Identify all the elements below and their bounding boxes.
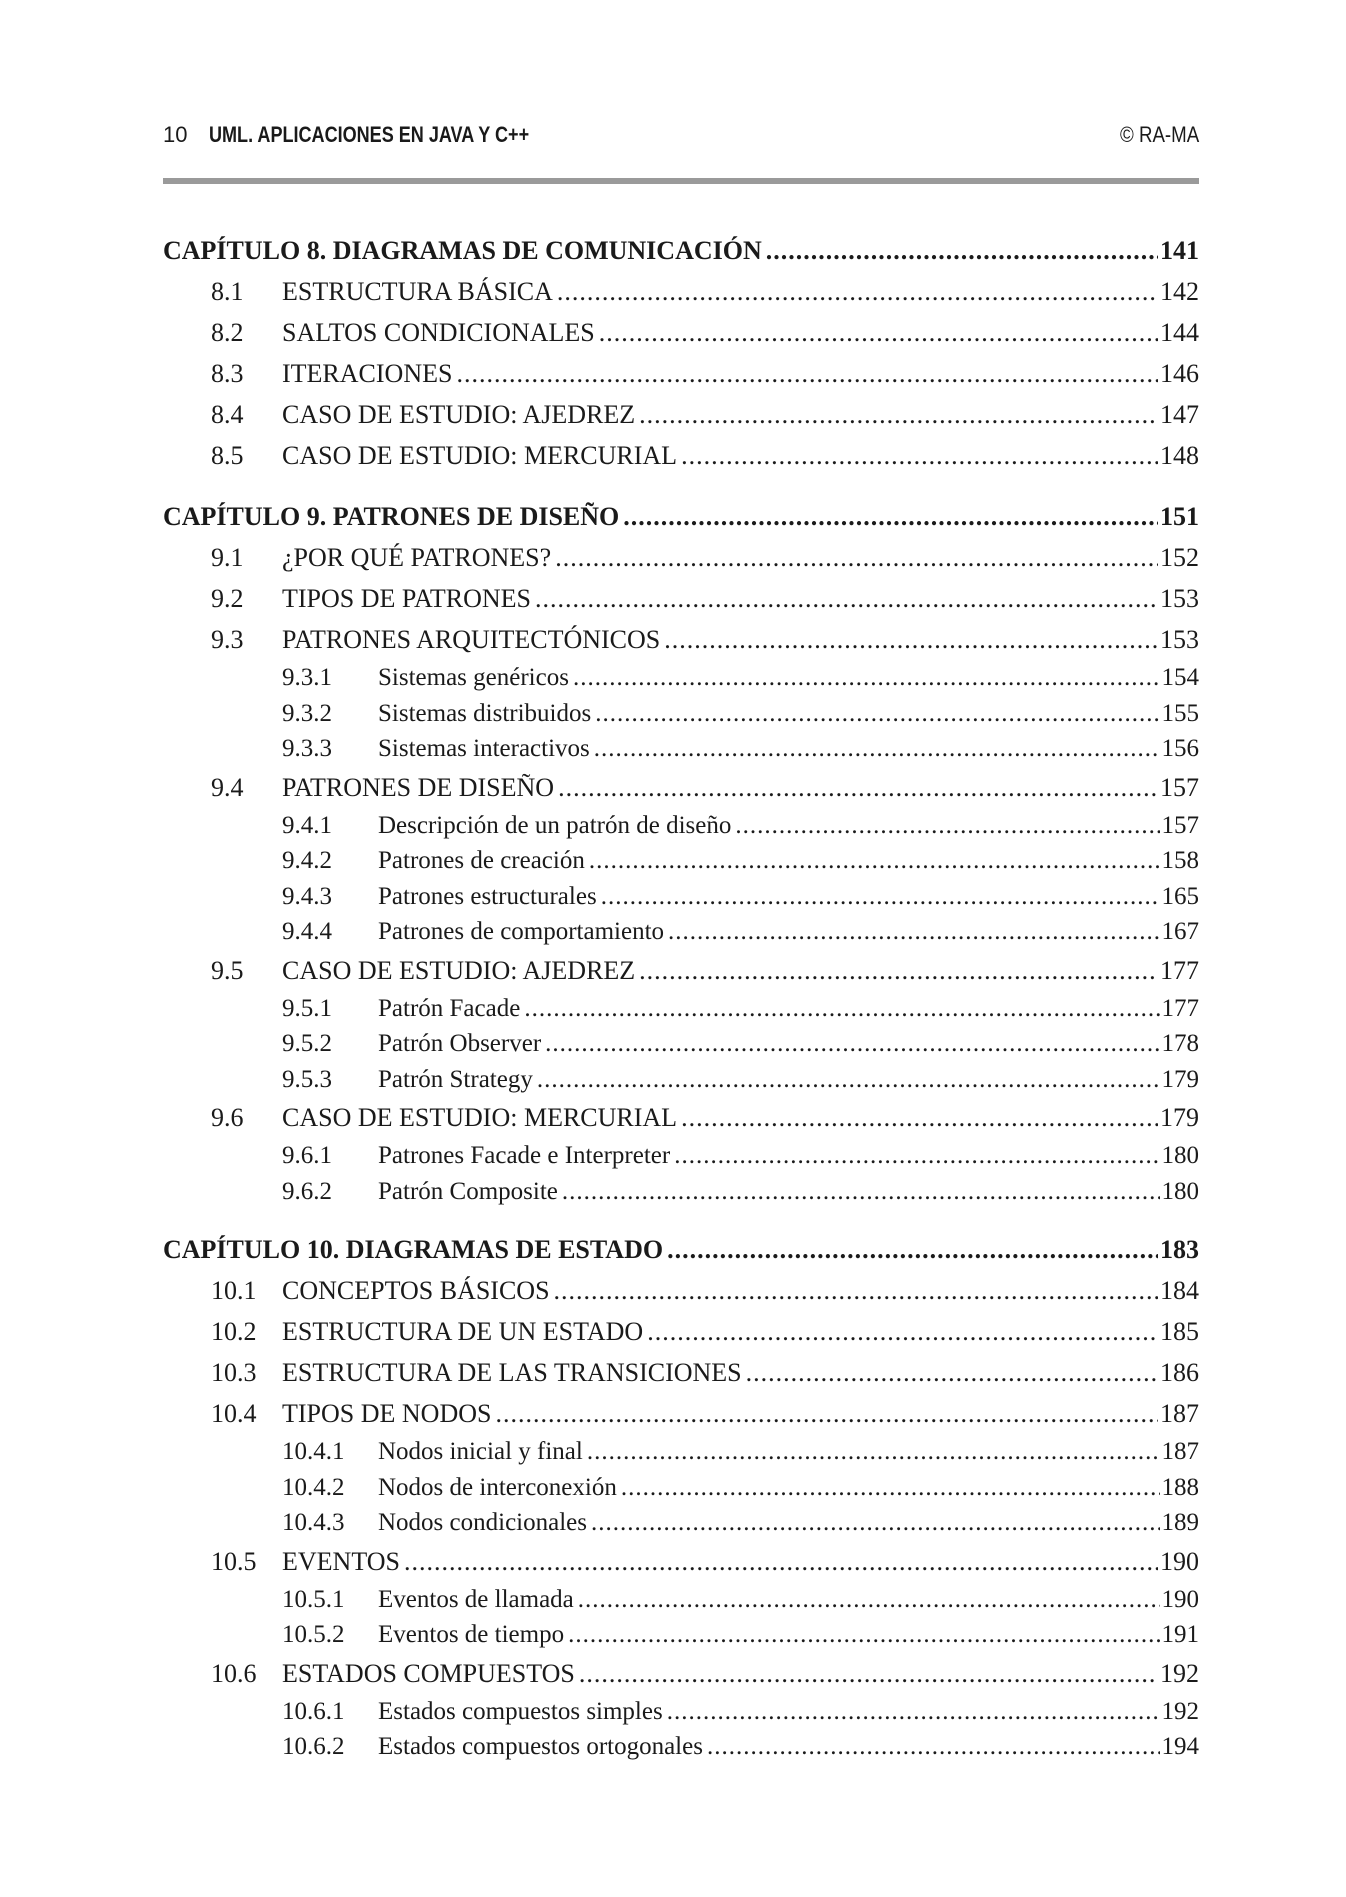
toc-section-entry[interactable] — [163, 1311, 1199, 1352]
toc-section-entry[interactable] — [163, 619, 1199, 660]
entry-page-number: 177 — [1160, 955, 1199, 985]
entry-page-number: 184 — [1160, 1276, 1199, 1305]
dot-leader — [554, 1270, 1158, 1311]
dot-leader — [647, 1311, 1158, 1352]
entry-number: 10.4.3 — [282, 1509, 345, 1536]
entry-title: CONCEPTOS BÁSICOS — [282, 1276, 550, 1305]
dot-leader — [601, 879, 1160, 915]
entry-page-number: 192 — [1161, 1697, 1199, 1725]
entry-number: 9.5.1 — [282, 994, 332, 1022]
toc-section-entry[interactable] — [163, 950, 1199, 991]
dot-leader — [664, 619, 1158, 660]
entry-number: 10.1 — [211, 1276, 257, 1305]
toc-section-entry[interactable] — [163, 1270, 1199, 1311]
entry-title: Nodos inicial y final — [378, 1438, 583, 1465]
toc-chapter-entry[interactable] — [163, 230, 1199, 271]
entry-number: 9.6 — [211, 1103, 244, 1132]
dot-leader — [524, 991, 1159, 1027]
dot-leader — [667, 1694, 1160, 1730]
book-title: UML. APLICACIONES EN JAVA Y C++ — [209, 122, 530, 147]
entry-title: Patrones estructurales — [378, 882, 597, 910]
dot-leader — [766, 230, 1158, 271]
toc-subsection-entry[interactable] — [163, 1729, 1199, 1765]
dot-leader — [681, 435, 1158, 476]
entry-number: 9.1 — [211, 543, 244, 572]
header-rule — [163, 178, 1199, 184]
entry-title: PATRONES ARQUITECTÓNICOS — [282, 625, 661, 654]
entry-number: 9.4.2 — [282, 847, 332, 874]
entry-number: 9.5 — [211, 955, 244, 985]
entry-page-number: 189 — [1161, 1509, 1199, 1536]
entry-page-number: 141 — [1160, 236, 1199, 265]
entry-number: 9.2 — [211, 584, 244, 613]
entry-number: 8.2 — [211, 318, 244, 347]
entry-title: TIPOS DE PATRONES — [282, 584, 531, 613]
entry-page-number: 154 — [1161, 664, 1199, 691]
entry-title: Sistemas distribuidos — [378, 699, 592, 727]
dot-leader — [591, 1505, 1160, 1541]
entry-page-number: 187 — [1161, 1438, 1199, 1465]
entry-title: ESTADOS COMPUESTOS — [282, 1658, 575, 1688]
entry-page-number: 142 — [1160, 277, 1199, 306]
entry-number: 9.6.1 — [282, 1142, 332, 1169]
dot-leader — [555, 537, 1158, 578]
dot-leader — [589, 843, 1160, 879]
dot-leader — [404, 1541, 1158, 1582]
dot-leader — [535, 578, 1158, 619]
entry-page-number: 179 — [1161, 1065, 1199, 1093]
dot-leader — [568, 1617, 1159, 1653]
dot-leader — [667, 1229, 1158, 1270]
dot-leader — [707, 1729, 1160, 1765]
entry-number: 8.1 — [211, 277, 244, 306]
entry-page-number: 180 — [1161, 1142, 1199, 1169]
entry-title: ¿POR QUÉ PATRONES? — [282, 543, 552, 572]
entry-title: ESTRUCTURA DE LAS TRANSICIONES — [282, 1358, 742, 1387]
entry-title: EVENTOS — [282, 1546, 400, 1576]
entry-number: 10.5 — [211, 1546, 257, 1576]
toc-subsection-entry[interactable] — [163, 879, 1199, 915]
entry-page-number: 153 — [1160, 625, 1199, 654]
entry-page-number: 165 — [1161, 882, 1199, 910]
entry-number: 10.4 — [211, 1399, 257, 1428]
entry-page-number: 157 — [1160, 772, 1199, 802]
toc-section-entry[interactable] — [163, 353, 1199, 394]
toc-subsection-entry[interactable] — [163, 1694, 1199, 1730]
entry-number: 10.4.1 — [282, 1438, 345, 1465]
dot-leader — [579, 1653, 1158, 1694]
entry-title: Estados compuestos simples — [378, 1697, 663, 1725]
entry-number: 10.6 — [211, 1658, 257, 1688]
entry-title: CAPÍTULO 9. PATRONES DE DISEÑO — [163, 502, 620, 531]
entry-page-number: 194 — [1161, 1733, 1199, 1760]
dot-leader — [587, 1434, 1160, 1470]
toc-subsection-entry[interactable] — [163, 1434, 1199, 1470]
toc-section-entry[interactable] — [163, 1393, 1199, 1434]
entry-number: 9.3.2 — [282, 699, 332, 727]
entry-title: Patrón Composite — [378, 1177, 558, 1205]
toc-subsection-entry[interactable] — [163, 1174, 1199, 1210]
entry-number: 9.3.3 — [282, 735, 332, 762]
entry-page-number: 180 — [1161, 1177, 1199, 1205]
toc-subsection-entry[interactable] — [163, 1617, 1199, 1653]
entry-number: 9.6.2 — [282, 1177, 332, 1205]
entry-title: Nodos de interconexión — [378, 1473, 617, 1501]
entry-page-number: 148 — [1160, 441, 1199, 470]
entry-number: 10.5.2 — [282, 1621, 345, 1648]
dot-leader — [562, 1174, 1160, 1210]
entry-title: TIPOS DE NODOS — [282, 1399, 492, 1428]
entry-number: 9.4.1 — [282, 811, 332, 839]
entry-page-number: 152 — [1160, 543, 1199, 572]
entry-page-number: 185 — [1160, 1317, 1199, 1346]
dot-leader — [668, 914, 1159, 950]
entry-title: Patrones Facade e Interpreter — [378, 1142, 671, 1169]
entry-title: Sistemas interactivos — [378, 735, 590, 762]
entry-title: Patrones de creación — [378, 847, 585, 874]
toc-subsection-entry[interactable] — [163, 1582, 1199, 1618]
entry-title: ESTRUCTURA BÁSICA — [282, 277, 553, 306]
dot-leader — [558, 767, 1158, 808]
dot-leader — [623, 496, 1158, 537]
entry-page-number: 151 — [1160, 502, 1199, 531]
header-left — [163, 122, 600, 148]
entry-title: Eventos de llamada — [378, 1585, 574, 1613]
entry-number: 10.3 — [211, 1358, 257, 1387]
toc-subsection-entry[interactable] — [163, 843, 1199, 879]
page-number: 10 — [163, 122, 188, 147]
entry-number: 10.6.1 — [282, 1697, 345, 1725]
toc-subsection-entry[interactable] — [163, 660, 1199, 696]
entry-title: Sistemas genéricos — [378, 664, 569, 691]
dot-leader — [495, 1393, 1158, 1434]
dot-leader — [746, 1352, 1158, 1393]
entry-page-number: 179 — [1160, 1103, 1199, 1132]
toc-section-entry[interactable] — [163, 1653, 1199, 1694]
entry-page-number: 190 — [1160, 1546, 1199, 1576]
entry-title: Patrón Strategy — [378, 1065, 533, 1093]
entry-title: Estados compuestos ortogonales — [378, 1733, 703, 1760]
toc-subsection-entry[interactable] — [163, 731, 1199, 767]
entry-number: 9.3 — [211, 625, 244, 654]
entry-title: Patrones de comportamiento — [378, 918, 665, 945]
toc-section-entry[interactable] — [163, 271, 1199, 312]
dot-leader — [456, 353, 1158, 394]
entry-page-number: 177 — [1161, 994, 1199, 1022]
entry-page-number: 147 — [1160, 400, 1199, 429]
dot-leader — [639, 950, 1158, 991]
entry-number: 10.4.2 — [282, 1473, 345, 1501]
dot-leader — [599, 312, 1158, 353]
entry-number: 9.5.3 — [282, 1065, 332, 1093]
dot-leader — [537, 1062, 1160, 1098]
toc-section-entry[interactable] — [163, 435, 1199, 476]
entry-title: Patrón Observer — [378, 1030, 542, 1057]
entry-number: 8.5 — [211, 441, 244, 470]
toc-subsection-entry[interactable] — [163, 808, 1199, 844]
entry-title: Eventos de tiempo — [378, 1621, 565, 1648]
dot-leader — [621, 1470, 1160, 1506]
entry-page-number: 178 — [1161, 1030, 1199, 1057]
toc-subsection-entry[interactable] — [163, 1026, 1199, 1062]
entry-number: 10.6.2 — [282, 1733, 345, 1760]
entry-page-number: 192 — [1160, 1658, 1199, 1688]
toc-section-entry[interactable] — [163, 1541, 1199, 1582]
entry-title: ESTRUCTURA DE UN ESTADO — [282, 1317, 644, 1346]
entry-number: 10.2 — [211, 1317, 257, 1346]
dot-leader — [578, 1582, 1160, 1618]
toc-section-entry[interactable] — [163, 1352, 1199, 1393]
dot-leader — [545, 1026, 1159, 1062]
dot-leader — [594, 731, 1160, 767]
dot-leader — [681, 1097, 1158, 1138]
entry-page-number: 188 — [1161, 1473, 1199, 1501]
toc-section-entry[interactable] — [163, 394, 1199, 435]
entry-title: CASO DE ESTUDIO: AJEDREZ — [282, 955, 636, 985]
entry-title: CAPÍTULO 10. DIAGRAMAS DE ESTADO — [163, 1235, 664, 1264]
entry-page-number: 156 — [1161, 735, 1199, 762]
entry-title: CASO DE ESTUDIO: MERCURIAL — [282, 441, 678, 470]
entry-page-number: 186 — [1160, 1358, 1199, 1387]
dot-leader — [573, 660, 1160, 696]
toc-section-entry[interactable] — [163, 1097, 1199, 1138]
toc-subsection-entry[interactable] — [163, 1505, 1199, 1541]
entry-page-number: 167 — [1161, 918, 1199, 945]
entry-page-number: 146 — [1160, 359, 1199, 388]
publisher-mark: © RA-MA — [1119, 122, 1199, 147]
dot-leader — [735, 808, 1159, 844]
toc-chapter-entry[interactable] — [163, 1229, 1199, 1270]
dot-leader — [557, 271, 1158, 312]
entry-number: 9.4.4 — [282, 918, 332, 945]
dot-leader — [595, 696, 1159, 732]
toc-section-entry[interactable] — [163, 767, 1199, 808]
entry-title: CASO DE ESTUDIO: MERCURIAL — [282, 1103, 678, 1132]
entry-number: 9.5.2 — [282, 1030, 332, 1057]
toc-subsection-entry[interactable] — [163, 1470, 1199, 1506]
entry-title: Nodos condicionales — [378, 1509, 587, 1536]
toc-subsection-entry[interactable] — [163, 1138, 1199, 1174]
toc-subsection-entry[interactable] — [163, 696, 1199, 732]
entry-page-number: 190 — [1161, 1585, 1199, 1613]
entry-title: CASO DE ESTUDIO: AJEDREZ — [282, 400, 636, 429]
running-header — [163, 118, 1199, 152]
entry-page-number: 158 — [1161, 847, 1199, 874]
entry-page-number: 183 — [1160, 1235, 1199, 1264]
toc-section-entry[interactable] — [163, 537, 1199, 578]
entry-number: 8.3 — [211, 359, 244, 388]
entry-title: PATRONES DE DISEÑO — [282, 772, 555, 802]
entry-number: 9.3.1 — [282, 664, 332, 691]
entry-title: Descripción de un patrón de diseño — [378, 811, 732, 839]
entry-page-number: 191 — [1161, 1621, 1199, 1648]
entry-number: 10.5.1 — [282, 1585, 345, 1613]
entry-title: ITERACIONES — [282, 359, 453, 388]
entry-page-number: 157 — [1161, 811, 1199, 839]
dot-leader — [674, 1138, 1159, 1174]
entry-number: 8.4 — [211, 400, 244, 429]
toc-subsection-entry[interactable] — [163, 991, 1199, 1027]
dot-leader — [639, 394, 1158, 435]
table-of-contents — [163, 230, 1199, 1765]
toc-section-entry[interactable] — [163, 312, 1199, 353]
entry-page-number: 155 — [1161, 699, 1199, 727]
toc-subsection-entry[interactable] — [163, 1062, 1199, 1098]
entry-number: 9.4 — [211, 772, 244, 802]
toc-subsection-entry[interactable] — [163, 914, 1199, 950]
entry-title: SALTOS CONDICIONALES — [282, 318, 595, 347]
entry-number: 9.4.3 — [282, 882, 332, 910]
entry-title: CAPÍTULO 8. DIAGRAMAS DE COMUNICACIÓN — [163, 236, 762, 265]
entry-page-number: 144 — [1160, 318, 1199, 347]
toc-chapter-entry[interactable] — [163, 496, 1199, 537]
toc-section-entry[interactable] — [163, 578, 1199, 619]
entry-page-number: 153 — [1160, 584, 1199, 613]
entry-page-number: 187 — [1160, 1399, 1199, 1428]
entry-title: Patrón Facade — [378, 994, 521, 1022]
